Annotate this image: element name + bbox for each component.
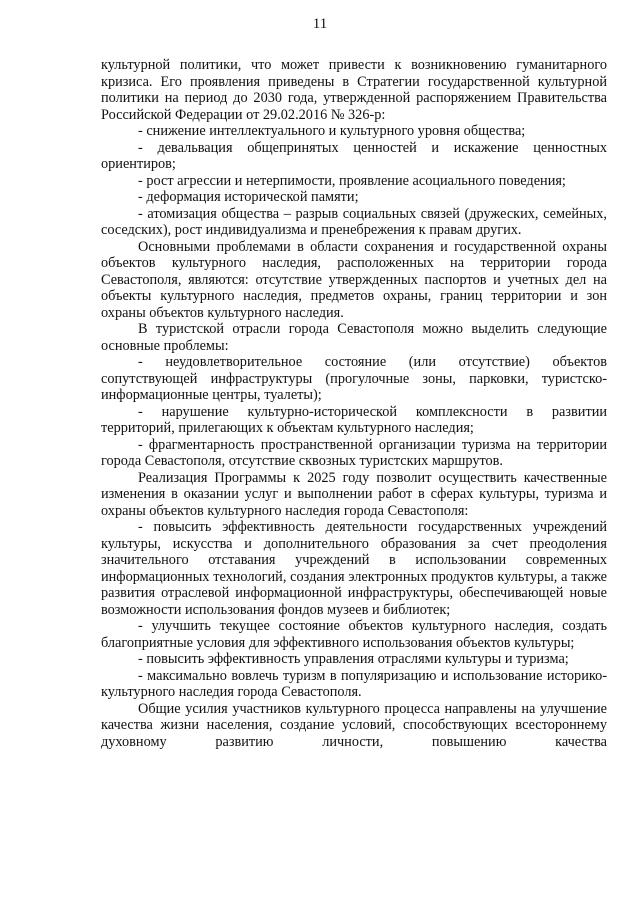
paragraph: Реализация Программы к 2025 году позволит осуществить качественные изменения в оказании услуг и выполнении работ в сферах культуры, туризма и охраны объектов культурного наследия города Севастополя: <box>101 469 607 519</box>
paragraph: культурной политики, что может привести к возникновению гуманитарного кризиса. Его проявления приведены в Стратегии государственной культурной политики на период до 2030 года, утвержденной распоряжением Правительства Российской Федерации от 29.02.2016 № 326-р: <box>101 57 607 123</box>
list-item: - нарушение культурно-исторической комплексности в развитии территорий, прилегающих к объектам культурного наследия; <box>101 403 607 436</box>
paragraph: Основными проблемами в области сохранения и государственной охраны объектов культурного наследия, расположенных на территории города Севастополя, являются: отсутствие утвержденных паспортов и учетных дел на объекты культурного наследия, предметов охраны, границ территории и зон охраны объектов культурного наследия. <box>101 238 607 321</box>
document-body <box>101 57 607 750</box>
paragraph: Общие усилия участников культурного процесса направлены на улучшение качества жизни населения, создание условий, способствующих всестороннему духовному развитию личности, повышению качества <box>101 700 607 750</box>
list-item: - максимально вовлечь туризм в популяризацию и использование историко-культурного наследия города Севастополя. <box>101 667 607 700</box>
page-number: 11 <box>312 16 328 32</box>
list-item: - атомизация общества – разрыв социальных связей (дружеских, семейных, соседских), рост индивидуализма и пренебрежения к правам других. <box>101 205 607 238</box>
list-item: - фрагментарность пространственной организации туризма на территории города Севастополя, отсутствие сквозных туристских маршрутов. <box>101 436 607 469</box>
list-item: - рост агрессии и нетерпимости, проявление асоциального поведения; <box>138 172 566 189</box>
list-item: - девальвация общепринятых ценностей и искажение ценностных ориентиров; <box>101 139 607 172</box>
list-item: - неудовлетворительное состояние (или отсутствие) объектов сопутствующей инфраструктуры (прогулочные зоны, парковки, туристско-информационные центры, туалеты); <box>101 354 607 403</box>
paragraph: В туристской отрасли города Севастополя можно выделить следующие основные проблемы: <box>101 321 607 354</box>
list-item: - снижение интеллектуального и культурного уровня общества; <box>138 123 526 139</box>
list-item: - деформация исторической памяти; <box>138 189 359 205</box>
list-item: - повысить эффективность управления отраслями культуры и туризма; <box>138 651 569 667</box>
list-item: - повысить эффективность деятельности государственных учреждений культуры, искусства и дополнительного образования за счет преодоления значительного отставания учреждений в использовании современных информационных технологий, создания электронных продуктов культуры, а также развития отраслевой информационной инфраструктуры, обеспечивающей новые возможности использования фондов музеев и библиотек; <box>101 519 607 618</box>
list-item: - улучшить текущее состояние объектов культурного наследия, создать благоприятные условия для эффективного использования объектов культуры; <box>101 618 607 651</box>
